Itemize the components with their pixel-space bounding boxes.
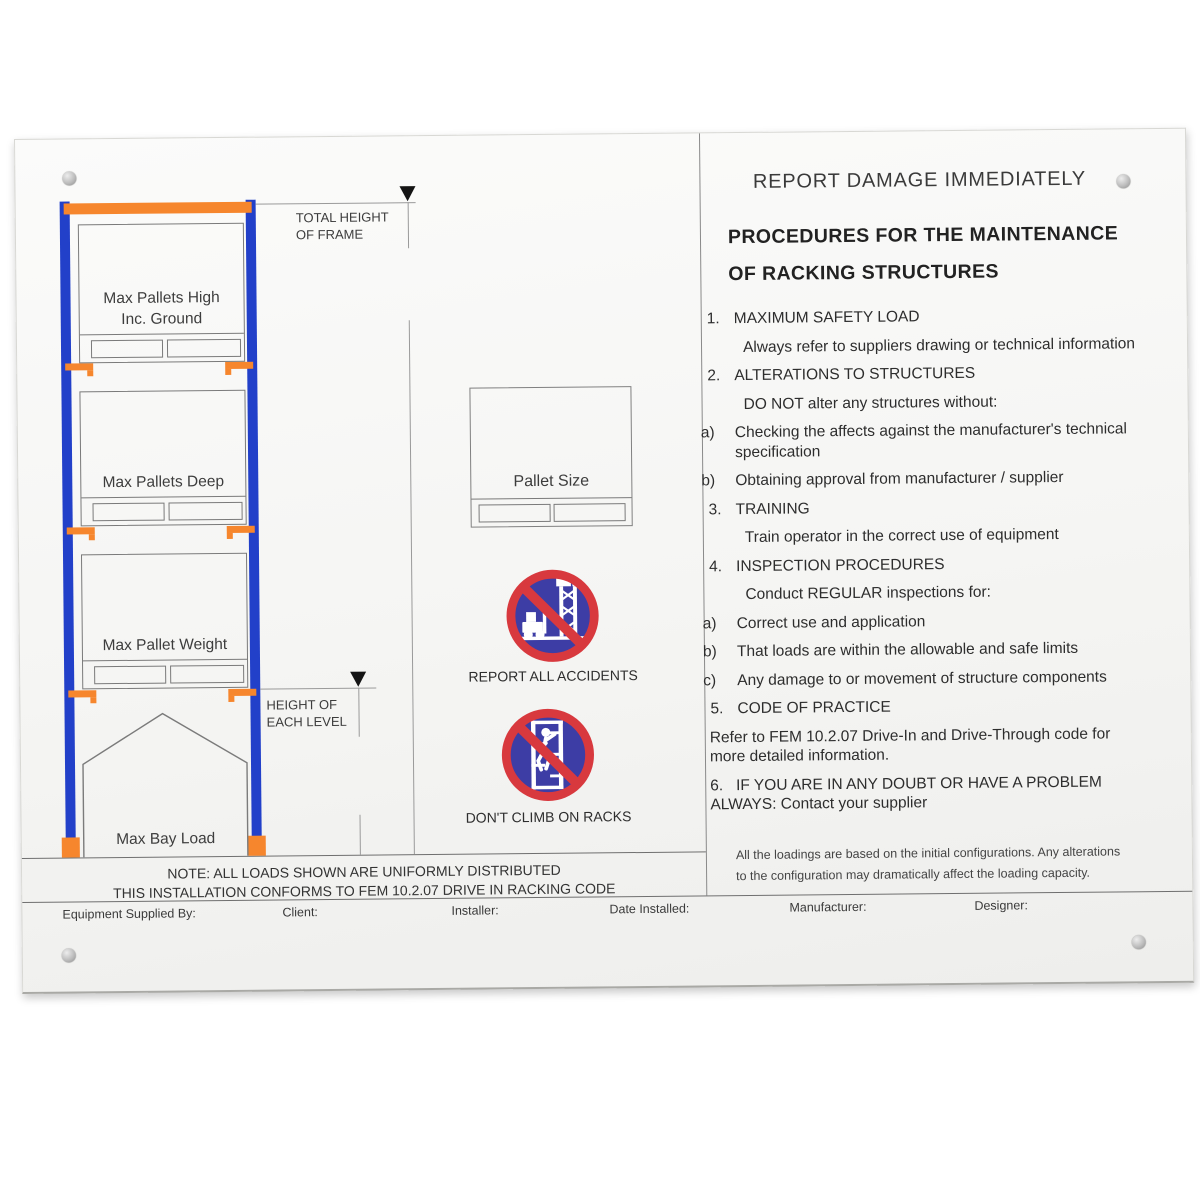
level-label: Max Pallets High Inc. Ground xyxy=(103,289,220,328)
value-box xyxy=(479,504,551,523)
rack-upright-left xyxy=(60,201,76,839)
procedures-title: PROCEDURES FOR THE MAINTENANCE OF RACKING STRUCTURES xyxy=(727,222,1119,285)
field-manufacturer: Manufacturer: xyxy=(789,899,867,915)
value-boxes xyxy=(80,333,244,363)
field-installer: Installer: xyxy=(451,903,499,918)
procedure-item: c) Any damage to or movement of structure components xyxy=(703,668,1107,689)
procedures-list xyxy=(698,305,1181,824)
rack-level-2 xyxy=(79,390,246,527)
procedure-item: DO NOT alter any structures without: xyxy=(743,393,998,413)
value-box xyxy=(91,340,163,359)
procedure-item: Always refer to suppliers drawing or technical information xyxy=(742,334,1136,356)
pallet-size-label: Pallet Size xyxy=(513,472,590,491)
procedure-item: a) Checking the affects against the manufacturer's technical specification xyxy=(700,420,1128,461)
field-client: Client: xyxy=(282,905,318,920)
rack-level-3 xyxy=(81,553,248,690)
loading-footnote: All the loadings are based on the initial configurations. Any alterations to the configuration may dramatically affect the loading capacity. xyxy=(735,844,1121,883)
procedure-item: Train operator in the correct use of equipment xyxy=(744,525,1059,547)
field-date-installed: Date Installed: xyxy=(609,901,690,917)
sign-caption: REPORT ALL ACCIDENTS xyxy=(468,667,638,685)
dimension-level-height: HEIGHT OF EACH LEVEL xyxy=(15,129,1185,140)
level-label: Max Pallets Deep xyxy=(102,473,225,492)
procedure-item: Refer to FEM 10.2.07 Drive-In and Drive-Through code for more detailed information. xyxy=(709,725,1111,766)
beam-bracket xyxy=(227,533,233,539)
value-box xyxy=(168,502,242,521)
no-climbing-icon xyxy=(498,705,597,804)
beam-bracket xyxy=(228,689,256,696)
note-line: NOTE: ALL LOADS SHOWN ARE UNIFORMLY DISTRIBUTED xyxy=(167,861,561,882)
report-damage-heading: REPORT DAMAGE IMMEDIATELY xyxy=(752,167,1087,193)
note-line: THIS INSTALLATION CONFORMS TO FEM 10.2.07 DRIVE IN RACKING CODE xyxy=(113,879,616,901)
rack-top-beam xyxy=(64,202,252,215)
screw-bottom-left xyxy=(62,948,76,962)
beam-bracket xyxy=(225,362,253,369)
procedure-item: b) Obtaining approval from manufacturer / supplier xyxy=(701,468,1064,490)
rack-load-notice-sign xyxy=(14,128,1194,994)
dimension-total-height: TOTAL HEIGHT OF FRAME xyxy=(15,129,1185,140)
field-designer: Designer: xyxy=(974,898,1028,913)
procedure-item: b) That loads are within the allowable and safe limits xyxy=(702,639,1079,661)
beam-bracket xyxy=(87,370,93,376)
value-boxes xyxy=(81,496,245,526)
level-label: Max Bay Load xyxy=(116,830,216,849)
beam-bracket xyxy=(90,697,96,703)
value-box xyxy=(93,503,165,522)
procedure-item: 5. CODE OF PRACTICE xyxy=(710,698,891,718)
level-label: Max Pallet Weight xyxy=(102,635,228,655)
procedure-item: a) Correct use and application xyxy=(702,612,926,632)
value-boxes xyxy=(471,497,631,527)
beam-bracket xyxy=(227,526,255,533)
value-box xyxy=(167,339,241,358)
procedure-item: 1. MAXIMUM SAFETY LOAD xyxy=(706,308,920,328)
screw-top-left xyxy=(62,171,76,185)
procedure-item: Conduct REGULAR inspections for: xyxy=(745,583,992,603)
procedure-item: 4. INSPECTION PROCEDURES xyxy=(709,555,945,575)
value-box xyxy=(554,503,626,522)
value-box xyxy=(94,666,166,685)
beam-bracket xyxy=(225,369,231,375)
rack-level-1 xyxy=(78,223,245,364)
note-band xyxy=(22,853,706,903)
no-forklift-impact-icon xyxy=(503,566,602,665)
pallet-size-box xyxy=(469,386,632,528)
value-box xyxy=(170,665,244,684)
arrow-down-icon xyxy=(399,186,415,201)
procedure-item: 2. ALTERATIONS TO STRUCTURES xyxy=(707,364,976,385)
beam-bracket xyxy=(89,534,95,540)
beam-bracket xyxy=(228,696,234,702)
value-boxes xyxy=(83,659,247,689)
field-equipment-supplied-by: Equipment Supplied By: xyxy=(62,906,196,922)
procedure-item: 3. TRAINING xyxy=(708,499,810,518)
procedure-item: 6. IF YOU ARE IN ANY DOUBT OR HAVE A PROBLEM ALWAYS: Contact your supplier xyxy=(710,773,1102,814)
sign-caption: DON'T CLIMB ON RACKS xyxy=(465,808,632,826)
screw-bottom-right xyxy=(1132,935,1146,949)
arrow-down-icon xyxy=(350,672,366,687)
